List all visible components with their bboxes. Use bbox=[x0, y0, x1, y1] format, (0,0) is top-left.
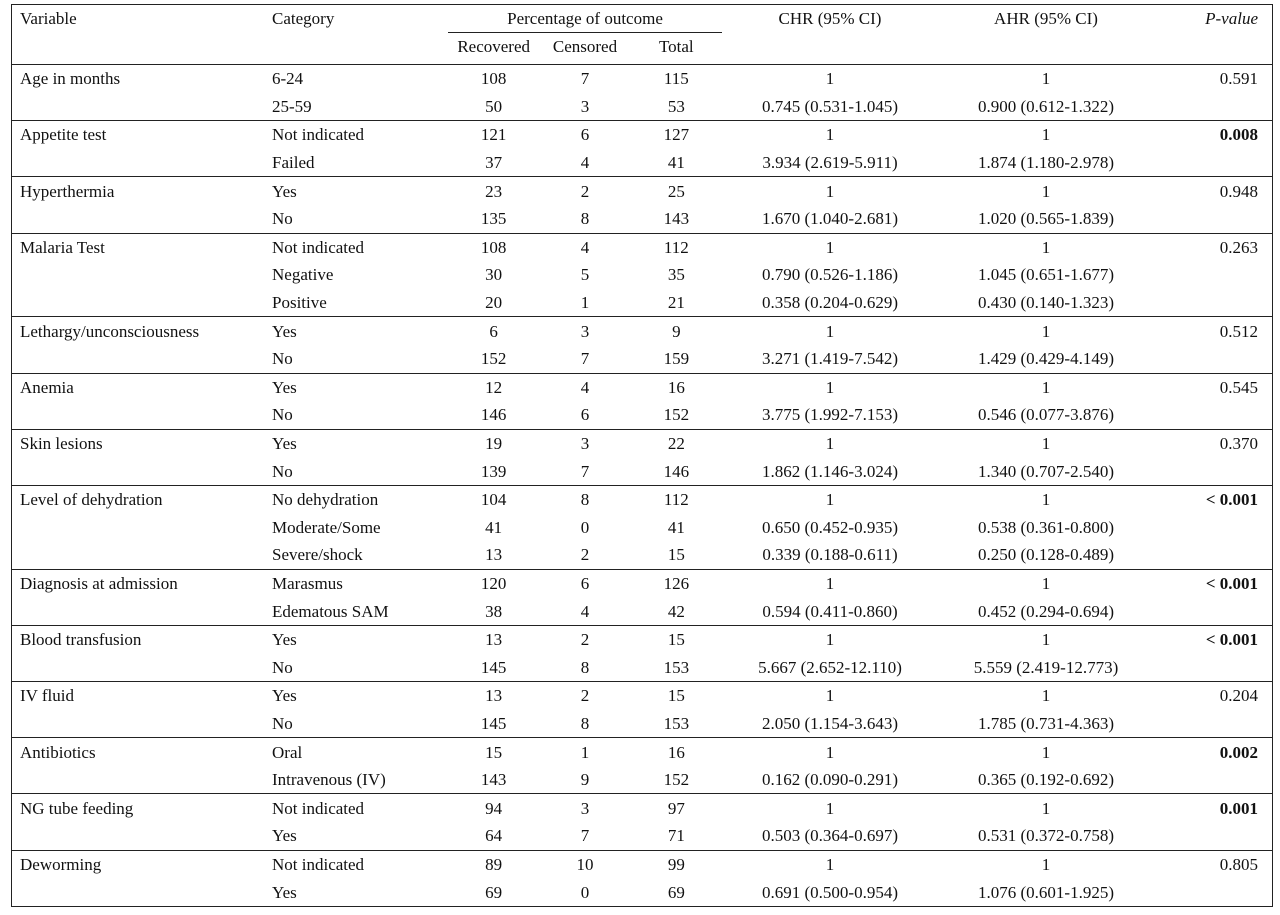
total-cell: 112 bbox=[631, 233, 722, 261]
category-cell: Severe/shock bbox=[272, 545, 363, 565]
ahr-cell: 1 bbox=[938, 429, 1154, 457]
variable-cell bbox=[12, 261, 265, 289]
ahr-cell: 1.785 (0.731-4.363) bbox=[978, 713, 1114, 733]
recovered-cell: 69 bbox=[485, 882, 503, 902]
chr-cell: 1 bbox=[722, 65, 938, 93]
total-cell: 21 bbox=[667, 293, 685, 313]
total-cell: 35 bbox=[667, 265, 685, 285]
table-row bbox=[12, 289, 1273, 317]
recovered-cell: 41 bbox=[485, 517, 503, 537]
category-cell: Not indicated bbox=[264, 121, 448, 149]
header-variable: Variable bbox=[20, 9, 77, 28]
category-cell: No bbox=[272, 405, 293, 425]
censored-cell: 2 bbox=[580, 545, 590, 565]
header-percentage-of-outcome: Percentage of outcome bbox=[448, 5, 722, 33]
chr-cell: 3.271 (1.419-7.542) bbox=[762, 349, 898, 369]
total-cell: 146 bbox=[663, 461, 690, 481]
ahr-cell: 0.900 (0.612-1.322) bbox=[978, 96, 1114, 116]
total-cell: 22 bbox=[631, 429, 722, 457]
pvalue-cell bbox=[1154, 597, 1273, 625]
category-cell: Intravenous (IV) bbox=[272, 770, 386, 790]
censored-cell: 4 bbox=[580, 153, 590, 173]
table-row bbox=[12, 205, 1273, 233]
total-cell: 41 bbox=[667, 153, 685, 173]
total-cell: 143 bbox=[663, 209, 690, 229]
recovered-cell: 146 bbox=[480, 405, 507, 425]
recovered-cell: 20 bbox=[485, 293, 503, 313]
table-row bbox=[12, 850, 1273, 878]
recovered-cell: 89 bbox=[448, 850, 539, 878]
pvalue-cell: 0.002 bbox=[1154, 738, 1273, 766]
pvalue-cell bbox=[1154, 514, 1273, 542]
variable-cell bbox=[12, 205, 265, 233]
total-cell: 69 bbox=[667, 882, 685, 902]
category-cell: Failed bbox=[272, 153, 315, 173]
chr-cell: 0.594 (0.411-0.860) bbox=[762, 601, 898, 621]
recovered-cell: 13 bbox=[448, 625, 539, 653]
table-row bbox=[12, 738, 1273, 766]
pvalue-cell: 0.512 bbox=[1154, 317, 1273, 345]
ahr-cell: 1 bbox=[938, 485, 1154, 513]
censored-cell: 6 bbox=[580, 405, 590, 425]
censored-cell: 8 bbox=[580, 657, 590, 677]
category-cell: Yes bbox=[264, 429, 448, 457]
header-category: Category bbox=[272, 9, 335, 28]
censored-cell: 2 bbox=[539, 625, 630, 653]
total-cell: 41 bbox=[667, 517, 685, 537]
variable-cell: Anemia bbox=[12, 373, 265, 401]
table-row bbox=[12, 541, 1273, 569]
table-row bbox=[12, 373, 1273, 401]
chr-cell: 1 bbox=[722, 373, 938, 401]
variable-cell bbox=[12, 514, 265, 542]
censored-cell: 8 bbox=[539, 485, 630, 513]
chr-cell: 5.667 (2.652-12.110) bbox=[758, 657, 902, 677]
table-body bbox=[12, 65, 1273, 907]
pvalue-cell bbox=[1154, 710, 1273, 738]
total-cell: 71 bbox=[667, 826, 685, 846]
ahr-cell: 1.874 (1.180-2.978) bbox=[978, 153, 1114, 173]
chr-cell: 0.691 (0.500-0.954) bbox=[762, 882, 898, 902]
censored-cell: 8 bbox=[580, 713, 590, 733]
censored-cell: 0 bbox=[580, 882, 590, 902]
variable-cell: Level of dehydration bbox=[12, 485, 265, 513]
censored-cell: 3 bbox=[539, 794, 630, 822]
censored-cell: 1 bbox=[580, 293, 590, 313]
ahr-cell: 0.250 (0.128-0.489) bbox=[978, 545, 1114, 565]
censored-cell: 5 bbox=[580, 265, 590, 285]
pvalue-cell: < 0.001 bbox=[1154, 485, 1273, 513]
table-row bbox=[12, 177, 1273, 205]
recovered-cell: 145 bbox=[480, 657, 507, 677]
variable-cell bbox=[12, 878, 265, 906]
censored-cell: 7 bbox=[580, 349, 590, 369]
table-row bbox=[12, 233, 1273, 261]
variable-cell bbox=[12, 597, 265, 625]
variable-cell: Skin lesions bbox=[12, 429, 265, 457]
chr-cell: 1 bbox=[722, 682, 938, 710]
table-row bbox=[12, 121, 1273, 149]
table-row bbox=[12, 766, 1273, 794]
category-cell: No bbox=[272, 657, 293, 677]
ahr-cell: 1 bbox=[938, 373, 1154, 401]
category-cell: Negative bbox=[272, 265, 334, 285]
chr-cell: 0.339 (0.188-0.611) bbox=[762, 545, 898, 565]
total-cell: 99 bbox=[631, 850, 722, 878]
category-cell: 6-24 bbox=[264, 65, 448, 93]
header-ahr: AHR (95% CI) bbox=[994, 9, 1098, 28]
table-row bbox=[12, 878, 1273, 906]
total-cell: 42 bbox=[667, 601, 685, 621]
category-cell: No bbox=[272, 713, 293, 733]
chr-cell: 1 bbox=[722, 317, 938, 345]
category-cell: No dehydration bbox=[264, 485, 448, 513]
pvalue-cell bbox=[1154, 878, 1273, 906]
ahr-cell: 1 bbox=[938, 569, 1154, 597]
chr-cell: 0.503 (0.364-0.697) bbox=[762, 826, 898, 846]
censored-cell: 4 bbox=[539, 233, 630, 261]
table-row bbox=[12, 261, 1273, 289]
variable-cell: Age in months bbox=[12, 65, 265, 93]
table-row bbox=[12, 514, 1273, 542]
recovered-cell: 37 bbox=[485, 153, 503, 173]
ahr-cell: 1.429 (0.429-4.149) bbox=[978, 349, 1114, 369]
total-cell: 153 bbox=[663, 713, 690, 733]
recovered-cell: 64 bbox=[485, 826, 503, 846]
ahr-cell: 0.452 (0.294-0.694) bbox=[978, 601, 1114, 621]
header-censored: Censored bbox=[552, 37, 618, 56]
chr-cell: 1 bbox=[722, 738, 938, 766]
ahr-cell: 1.340 (0.707-2.540) bbox=[978, 461, 1114, 481]
recovered-cell: 135 bbox=[480, 209, 507, 229]
ahr-cell: 1 bbox=[938, 682, 1154, 710]
pvalue-cell: 0.370 bbox=[1154, 429, 1273, 457]
ahr-cell: 1.020 (0.565-1.839) bbox=[978, 209, 1114, 229]
category-cell: Yes bbox=[264, 373, 448, 401]
total-cell: 127 bbox=[631, 121, 722, 149]
pvalue-cell: 0.001 bbox=[1154, 794, 1273, 822]
variable-cell: Deworming bbox=[12, 850, 265, 878]
hazard-ratio-table bbox=[11, 4, 1273, 907]
recovered-cell: 13 bbox=[448, 682, 539, 710]
variable-cell bbox=[12, 93, 265, 121]
censored-cell: 4 bbox=[580, 601, 590, 621]
total-cell: 9 bbox=[631, 317, 722, 345]
variable-cell bbox=[12, 653, 265, 681]
recovered-cell: 108 bbox=[448, 233, 539, 261]
ahr-cell: 0.430 (0.140-1.323) bbox=[978, 293, 1114, 313]
category-cell: Not indicated bbox=[264, 233, 448, 261]
table-container bbox=[11, 4, 1273, 907]
chr-cell: 0.358 (0.204-0.629) bbox=[762, 293, 898, 313]
chr-cell: 1 bbox=[722, 177, 938, 205]
table-row bbox=[12, 794, 1273, 822]
category-cell: Yes bbox=[272, 882, 297, 902]
pvalue-cell: 0.805 bbox=[1154, 850, 1273, 878]
category-cell: No bbox=[272, 209, 293, 229]
pvalue-cell: 0.263 bbox=[1154, 233, 1273, 261]
censored-cell: 9 bbox=[580, 770, 590, 790]
pvalue-cell bbox=[1154, 261, 1273, 289]
pvalue-cell: 0.008 bbox=[1154, 121, 1273, 149]
pvalue-cell bbox=[1154, 541, 1273, 569]
variable-cell: NG tube feeding bbox=[12, 794, 265, 822]
recovered-cell: 38 bbox=[485, 601, 503, 621]
variable-cell: IV fluid bbox=[12, 682, 265, 710]
chr-cell: 0.790 (0.526-1.186) bbox=[762, 265, 898, 285]
ahr-cell: 0.546 (0.077-3.876) bbox=[978, 405, 1114, 425]
table-row bbox=[12, 625, 1273, 653]
variable-cell: Lethargy/unconsciousness bbox=[12, 317, 265, 345]
header-recovered: Recovered bbox=[457, 37, 530, 56]
ahr-cell: 1 bbox=[938, 738, 1154, 766]
recovered-cell: 120 bbox=[448, 569, 539, 597]
total-cell: 53 bbox=[667, 96, 685, 116]
chr-cell: 1 bbox=[722, 850, 938, 878]
pvalue-cell bbox=[1154, 149, 1273, 177]
total-cell: 15 bbox=[631, 625, 722, 653]
pvalue-cell bbox=[1154, 401, 1273, 429]
ahr-cell: 0.531 (0.372-0.758) bbox=[978, 826, 1114, 846]
censored-cell: 3 bbox=[539, 317, 630, 345]
table-row bbox=[12, 485, 1273, 513]
total-cell: 16 bbox=[631, 738, 722, 766]
table-row bbox=[12, 149, 1273, 177]
variable-cell bbox=[12, 710, 265, 738]
total-cell: 15 bbox=[631, 682, 722, 710]
censored-cell: 2 bbox=[539, 682, 630, 710]
recovered-cell: 139 bbox=[480, 461, 507, 481]
category-cell: Edematous SAM bbox=[272, 601, 389, 621]
table-row bbox=[12, 653, 1273, 681]
pvalue-cell: 0.591 bbox=[1154, 65, 1273, 93]
pvalue-cell: 0.948 bbox=[1154, 177, 1273, 205]
variable-cell: Appetite test bbox=[12, 121, 265, 149]
header-total: Total bbox=[658, 37, 694, 56]
total-cell: 152 bbox=[663, 405, 690, 425]
pvalue-cell bbox=[1154, 457, 1273, 485]
chr-cell: 0.162 (0.090-0.291) bbox=[762, 770, 898, 790]
ahr-cell: 1.045 (0.651-1.677) bbox=[978, 265, 1114, 285]
chr-cell: 1.862 (1.146-3.024) bbox=[762, 461, 898, 481]
total-cell: 159 bbox=[663, 349, 690, 369]
total-cell: 15 bbox=[667, 545, 685, 565]
pvalue-cell: 0.545 bbox=[1154, 373, 1273, 401]
variable-cell: Malaria Test bbox=[12, 233, 265, 261]
variable-cell: Hyperthermia bbox=[12, 177, 265, 205]
recovered-cell: 12 bbox=[448, 373, 539, 401]
total-cell: 152 bbox=[663, 770, 690, 790]
recovered-cell: 143 bbox=[480, 770, 507, 790]
censored-cell: 10 bbox=[539, 850, 630, 878]
total-cell: 112 bbox=[631, 485, 722, 513]
censored-cell: 3 bbox=[580, 96, 590, 116]
ahr-cell: 5.559 (2.419-12.773) bbox=[973, 657, 1119, 677]
chr-cell: 0.745 (0.531-1.045) bbox=[762, 96, 898, 116]
recovered-cell: 145 bbox=[480, 713, 507, 733]
censored-cell: 0 bbox=[580, 517, 590, 537]
chr-cell: 1.670 (1.040-2.681) bbox=[762, 209, 898, 229]
table-row bbox=[12, 93, 1273, 121]
table-row bbox=[12, 429, 1273, 457]
variable-cell bbox=[12, 289, 265, 317]
recovered-cell: 94 bbox=[448, 794, 539, 822]
category-cell: Positive bbox=[272, 293, 327, 313]
table-row bbox=[12, 710, 1273, 738]
category-cell: No bbox=[272, 461, 293, 481]
censored-cell: 6 bbox=[539, 569, 630, 597]
censored-cell: 3 bbox=[539, 429, 630, 457]
table-row bbox=[12, 317, 1273, 345]
variable-cell bbox=[12, 766, 265, 794]
ahr-cell: 1 bbox=[938, 177, 1154, 205]
censored-cell: 2 bbox=[539, 177, 630, 205]
pvalue-cell bbox=[1154, 289, 1273, 317]
recovered-cell: 15 bbox=[448, 738, 539, 766]
pvalue-cell bbox=[1154, 766, 1273, 794]
censored-cell: 7 bbox=[580, 461, 590, 481]
total-cell: 153 bbox=[663, 657, 690, 677]
ahr-cell: 1 bbox=[938, 625, 1154, 653]
censored-cell: 8 bbox=[580, 209, 590, 229]
censored-cell: 1 bbox=[539, 738, 630, 766]
total-cell: 97 bbox=[631, 794, 722, 822]
pvalue-cell: < 0.001 bbox=[1154, 569, 1273, 597]
total-cell: 25 bbox=[631, 177, 722, 205]
chr-cell: 1 bbox=[722, 429, 938, 457]
pvalue-cell bbox=[1154, 93, 1273, 121]
ahr-cell: 1 bbox=[938, 317, 1154, 345]
table-row bbox=[12, 597, 1273, 625]
table-row bbox=[12, 345, 1273, 373]
header-row-1 bbox=[12, 5, 1273, 33]
category-cell: Not indicated bbox=[264, 850, 448, 878]
censored-cell: 7 bbox=[539, 65, 630, 93]
category-cell: 25-59 bbox=[272, 96, 312, 116]
chr-cell: 1 bbox=[722, 233, 938, 261]
ahr-cell: 1 bbox=[938, 794, 1154, 822]
category-cell: Yes bbox=[264, 625, 448, 653]
category-cell: Yes bbox=[264, 317, 448, 345]
variable-cell: Antibiotics bbox=[12, 738, 265, 766]
category-cell: Yes bbox=[264, 177, 448, 205]
chr-cell: 1 bbox=[722, 569, 938, 597]
chr-cell: 3.934 (2.619-5.911) bbox=[762, 153, 898, 173]
recovered-cell: 104 bbox=[448, 485, 539, 513]
recovered-cell: 6 bbox=[448, 317, 539, 345]
variable-cell bbox=[12, 345, 265, 373]
censored-cell: 6 bbox=[539, 121, 630, 149]
variable-cell bbox=[12, 541, 265, 569]
ahr-cell: 1 bbox=[938, 121, 1154, 149]
pvalue-cell: 0.204 bbox=[1154, 682, 1273, 710]
recovered-cell: 152 bbox=[480, 349, 507, 369]
pvalue-cell bbox=[1154, 653, 1273, 681]
table-row bbox=[12, 401, 1273, 429]
variable-cell: Blood transfusion bbox=[12, 625, 265, 653]
category-cell: Marasmus bbox=[264, 569, 448, 597]
chr-cell: 1 bbox=[722, 625, 938, 653]
header-pvalue: P-value bbox=[1205, 9, 1258, 28]
category-cell: Oral bbox=[264, 738, 448, 766]
variable-cell: Diagnosis at admission bbox=[12, 569, 265, 597]
censored-cell: 4 bbox=[539, 373, 630, 401]
recovered-cell: 19 bbox=[448, 429, 539, 457]
pvalue-cell bbox=[1154, 205, 1273, 233]
chr-cell: 2.050 (1.154-3.643) bbox=[762, 713, 898, 733]
ahr-cell: 0.365 (0.192-0.692) bbox=[978, 770, 1114, 790]
category-cell: Moderate/Some bbox=[272, 517, 381, 537]
variable-cell bbox=[12, 149, 265, 177]
pvalue-cell bbox=[1154, 345, 1273, 373]
table-row bbox=[12, 569, 1273, 597]
total-cell: 126 bbox=[631, 569, 722, 597]
censored-cell: 7 bbox=[580, 826, 590, 846]
ahr-cell: 1 bbox=[938, 850, 1154, 878]
pvalue-cell: < 0.001 bbox=[1154, 625, 1273, 653]
category-cell: Yes bbox=[272, 826, 297, 846]
recovered-cell: 108 bbox=[448, 65, 539, 93]
chr-cell: 1 bbox=[722, 121, 938, 149]
chr-cell: 1 bbox=[722, 485, 938, 513]
table-row bbox=[12, 822, 1273, 850]
recovered-cell: 50 bbox=[485, 96, 503, 116]
recovered-cell: 23 bbox=[448, 177, 539, 205]
recovered-cell: 13 bbox=[485, 545, 503, 565]
chr-cell: 3.775 (1.992-7.153) bbox=[762, 405, 898, 425]
recovered-cell: 30 bbox=[485, 265, 503, 285]
table-row bbox=[12, 682, 1273, 710]
category-cell: No bbox=[272, 349, 293, 369]
category-cell: Yes bbox=[264, 682, 448, 710]
ahr-cell: 1 bbox=[938, 65, 1154, 93]
variable-cell bbox=[12, 457, 265, 485]
table-row bbox=[12, 65, 1273, 93]
ahr-cell: 1.076 (0.601-1.925) bbox=[978, 882, 1114, 902]
ahr-cell: 1 bbox=[938, 233, 1154, 261]
table-row bbox=[12, 457, 1273, 485]
ahr-cell: 0.538 (0.361-0.800) bbox=[978, 517, 1114, 537]
recovered-cell: 121 bbox=[448, 121, 539, 149]
pvalue-cell bbox=[1154, 822, 1273, 850]
total-cell: 16 bbox=[631, 373, 722, 401]
chr-cell: 0.650 (0.452-0.935) bbox=[762, 517, 898, 537]
header-chr: CHR (95% CI) bbox=[778, 9, 882, 28]
variable-cell bbox=[12, 822, 265, 850]
variable-cell bbox=[12, 401, 265, 429]
category-cell: Not indicated bbox=[264, 794, 448, 822]
total-cell: 115 bbox=[631, 65, 722, 93]
chr-cell: 1 bbox=[722, 794, 938, 822]
